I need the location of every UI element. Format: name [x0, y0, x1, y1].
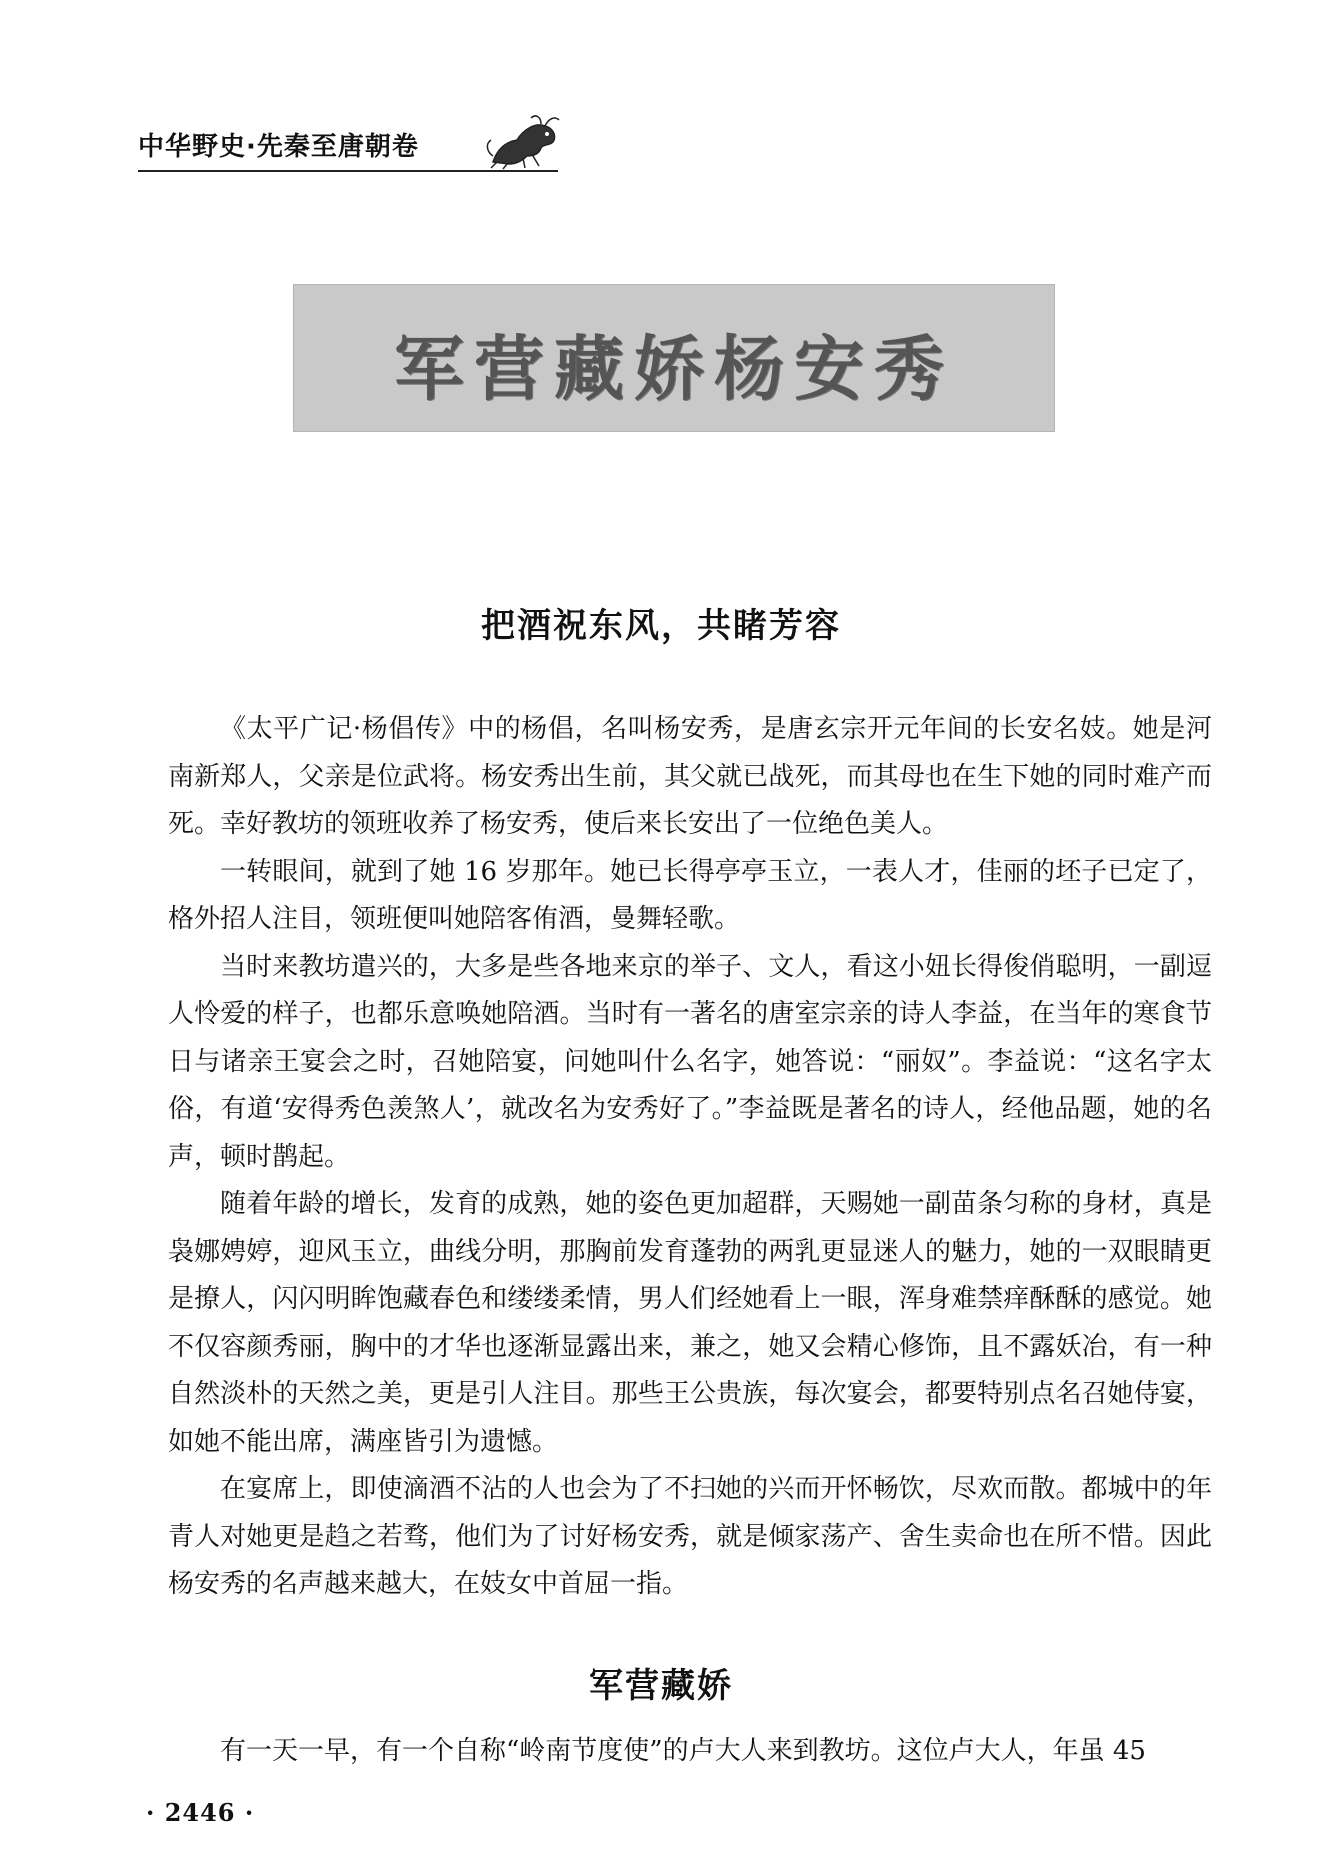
- running-header: [138, 112, 558, 174]
- paragraph: 在宴席上，即使滴酒不沾的人也会为了不扫她的兴而开怀畅饮，尽欢而散。都城中的年青人对她更是趋之若骛，他们为了讨好杨安秀，就是倾家荡产、舍生卖命也在所不惜。因此杨安秀的名声越来越大，在妓女中首屈一指。: [168, 1474, 1212, 1599]
- section-title: 军营藏娇: [589, 1666, 733, 1706]
- page-number: · 2446 ·: [146, 1798, 255, 1827]
- paragraph: 一转眼间，就到了她 16 岁那年。她已长得亭亭玉立，一表人才，佳丽的坯子已定了，格外招人注目，领班便叫她陪客侑酒，曼舞轻歌。: [168, 856, 1212, 934]
- chapter-title: 军营藏娇杨安秀: [394, 327, 954, 410]
- header-rule: [138, 170, 558, 172]
- paragraph: 随着年龄的增长，发育的成熟，她的姿色更加超群，天赐她一副苗条匀称的身材，真是袅娜娉婷，迎风玉立，曲线分明，那胸前发育蓬勃的两乳更显迷人的魅力，她的一双眼睛更是撩人，闪闪明眸饱藏春色和缕缕柔情，男人们经她看上一眼，浑身难禁痒酥酥的感觉。她不仅容颜秀丽，胸中的才华也逐渐显露出来，兼之，她又会精心修饰，且不露妖冶，有一种自然淡朴的天然之美，更是引人注目。那些王公贵族，每次宴会，都要特别点名召她侍宴，如她不能出席，满座皆引为遗憾。: [168, 1189, 1212, 1457]
- section-body: [168, 1728, 1212, 1776]
- chapter-banner: [293, 284, 1055, 432]
- section-title: 把酒祝东风，共睹芳容: [481, 606, 841, 646]
- paragraph: 有一天一早，有一个自称“岭南节度使”的卢大人来到教坊。这位卢大人，年虽 45: [220, 1736, 1146, 1766]
- paragraph: 《太平广记·杨倡传》中的杨倡，名叫杨安秀，是唐玄宗开元年间的长安名妓。她是河南新郑人，父亲是位武将。杨安秀出生前，其父就已战死，而其母也在生下她的同时难产而死。幸好教坊的领班收养了杨安秀，使后来长安出了一位绝色美人。: [168, 714, 1212, 839]
- mythical-beast-icon: [483, 112, 563, 170]
- paragraph: 当时来教坊遣兴的，大多是些各地来京的举子、文人，看这小妞长得俊俏聪明，一副逗人怜爱的样子，也都乐意唤她陪酒。当时有一著名的唐室宗亲的诗人李益，在当年的寒食节日与诸亲王宴会之时，召她陪宴，问她叫什么名字，她答说：“丽奴”。李益说：“这名字太俗，有道‘安得秀色羡煞人’，就改名为安秀好了。”李益既是著名的诗人，经他品题，她的名声，顿时鹊起。: [168, 951, 1212, 1172]
- running-title: 中华野史·先秦至唐朝卷: [138, 132, 419, 162]
- section-body: [168, 706, 1212, 1609]
